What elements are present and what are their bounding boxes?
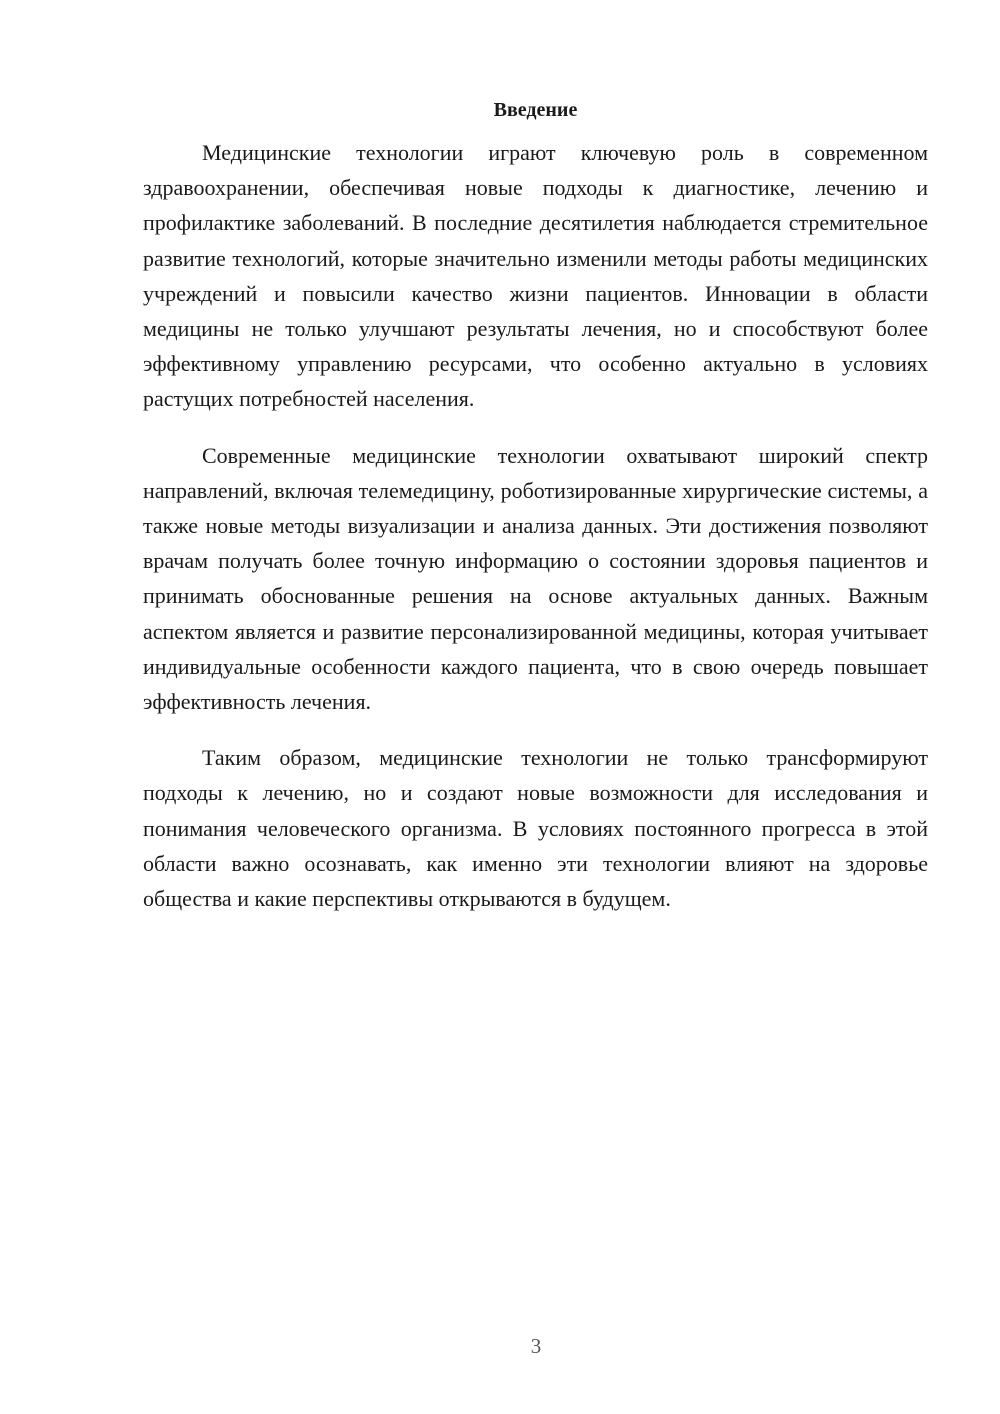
paragraph-2: Современные медицинские технологии охватывают широкий спектр направлений, включая телемедицину, роботизированные хирургические системы, а также новые методы визуализации и анализа данных. Эти достижения позволяют врачам получать более точную информацию о состоянии здоровья пациентов и принимать обоснованные решения на основе актуальных данных. Важным аспектом является и развитие персонализированной медицины, которая учитывает индивидуальные особенности каждого пациента, что в свою очередь повышает эффективность лечения. bbox=[143, 442, 928, 715]
section-title: Введение bbox=[493, 99, 578, 121]
page-number: 3 bbox=[530, 1334, 542, 1358]
paragraph-3: Таким образом, медицинские технологии не только трансформируют подходы к лечению, но и создают новые возможности для исследования и понимания человеческого организма. В условиях постоянного прогресса в этой области важно осознавать, как именно эти технологии влияют на здоровье общества и какие перспективы открываются в будущем. bbox=[143, 745, 928, 912]
paragraph-1: Медицинские технологии играют ключевую роль в современном здравоохранении, обеспечивая новые подходы к диагностике, лечению и профилактике заболеваний. В последние десятилетия наблюдается стремительное развитие технологий, которые значительно изменили методы работы медицинских учреждений и повысили качество жизни пациентов. Инновации в области медицины не только улучшают результаты лечения, но и способствуют более эффективному управлению ресурсами, что особенно актуально в условиях растущих потребностей населения. bbox=[143, 140, 928, 412]
page-content bbox=[143, 95, 928, 937]
